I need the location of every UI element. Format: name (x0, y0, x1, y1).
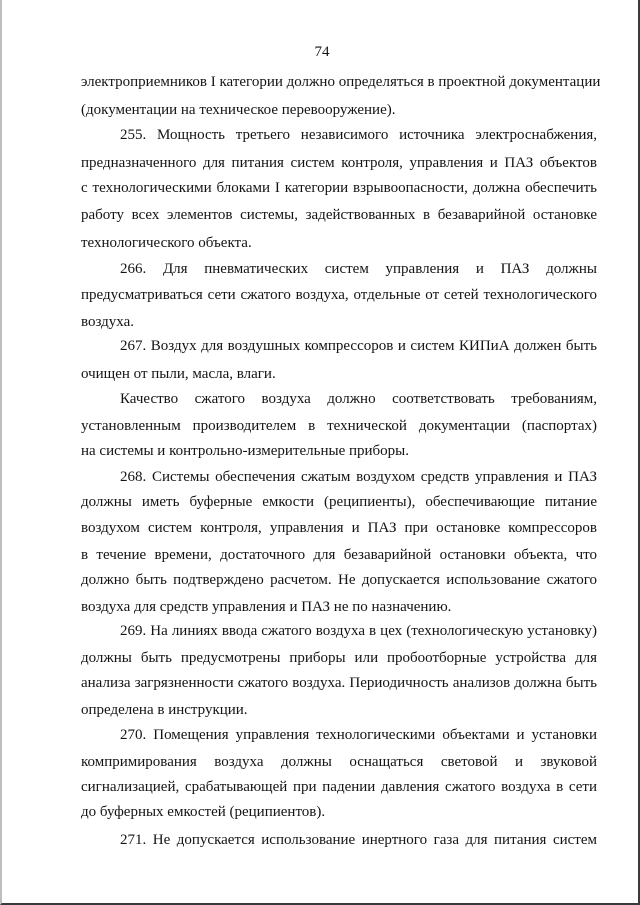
text-line: 271. Не допускается использование инертного газа для питания систем (120, 832, 597, 848)
text-line: воздухом систем контроля, управления и ПАЗ при остановке компрессоров (81, 520, 597, 536)
text-line: на системы и контрольно-измерительные приборы. (81, 443, 410, 459)
text-line: анализа загрязненности сжатого воздуха. Периодичность анализов должна быть (81, 675, 597, 691)
text-line: 269. На линиях ввода сжатого воздуха в цех (технологическую установку) (120, 623, 597, 639)
text-line: установленным производителем в технической документации (паспортах) (81, 418, 597, 434)
text-line: воздуха для средств управления и ПАЗ не по назначению. (81, 599, 452, 615)
text-line: должно быть подтверждено расчетом. Не допускается использование сжатого (81, 572, 597, 588)
text-line: 270. Помещения управления технологическими объектами и установки (120, 727, 597, 743)
text-line: до буферных емкостей (реципиентов). (81, 804, 326, 820)
text-line: (документации на техническое перевооружение). (81, 102, 396, 118)
text-line: Качество сжатого воздуха должно соответствовать требованиям, (120, 391, 597, 407)
text-line: с технологическими блоками I категории взрывоопасности, должна обеспечить (81, 180, 597, 196)
text-line: очищен от пыли, масла, влаги. (81, 366, 276, 382)
text-line: технологического объекта. (81, 235, 252, 251)
text-line: в течение времени, достаточного для безаварийной остановки объекта, что (81, 547, 597, 563)
text-line: определена в инструкции. (81, 702, 248, 718)
text-line: предусматриваться сети сжатого воздуха, отдельные от сетей технологического (81, 287, 597, 303)
text-line: 255. Мощность третьего независимого источника электроснабжения, (120, 127, 597, 143)
text-line: компримирования воздуха должны оснащаться световой и звуковой (81, 754, 597, 770)
text-line: воздуха. (81, 314, 134, 330)
page-number: 74 (314, 44, 330, 60)
text-line: 267. Воздух для воздушных компрессоров и систем КИПиА должен быть (120, 338, 597, 354)
text-line: предназначенного для питания систем контроля, управления и ПАЗ объектов (81, 155, 597, 171)
text-line: должны быть предусмотрены приборы или пробоотборные устройства для (81, 650, 597, 666)
text-line: сигнализацией, срабатывающей при падении давления сжатого воздуха в сети (81, 779, 597, 795)
text-line: 268. Системы обеспечения сжатым воздухом средств управления и ПАЗ (120, 469, 597, 485)
text-line: 266. Для пневматических систем управления и ПАЗ должны (120, 261, 597, 277)
text-line: электроприемников I категории должно определяться в проектной документации (81, 74, 601, 90)
text-line: должны иметь буферные емкости (реципиенты), обеспечивающие питание (81, 494, 597, 510)
text-line: работу всех элементов системы, задействованных в безаварийной остановке (81, 207, 597, 223)
